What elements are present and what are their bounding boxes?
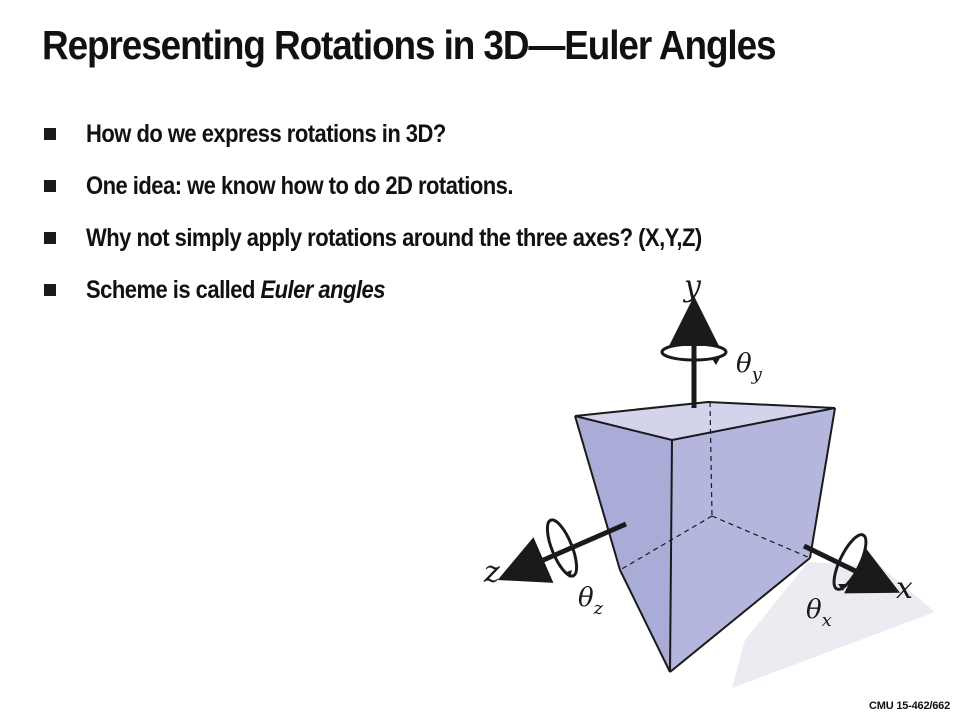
z-axis-arrow (516, 524, 626, 572)
bullet-text: Why not simply apply rotations around the three axes? (X,Y,Z) (86, 223, 702, 252)
z-axis-label: z (484, 555, 500, 590)
theta-z-label: $\theta_z$ (578, 583, 604, 619)
theta-y-label: $\theta_y$ (736, 349, 762, 385)
y-axis-label: y (684, 269, 701, 304)
z-axis (483, 516, 626, 619)
bullet-text-emphasis: Euler angles (260, 275, 385, 304)
bullet-text: How do we express rotations in 3D? (86, 119, 446, 148)
cube-front-face (575, 416, 672, 672)
theta-x-label: $\theta_x$ (806, 595, 832, 631)
x-axis-label: x (896, 571, 913, 606)
slide-title: Representing Rotations in 3D—Euler Angles (42, 22, 776, 68)
course-footer: CMU 15-462/662 (869, 700, 950, 712)
bullet-text-prefix: Scheme is called (86, 275, 261, 304)
y-axis (662, 269, 763, 408)
bullet-text: One idea: we know how to do 2D rotations. (86, 171, 513, 200)
